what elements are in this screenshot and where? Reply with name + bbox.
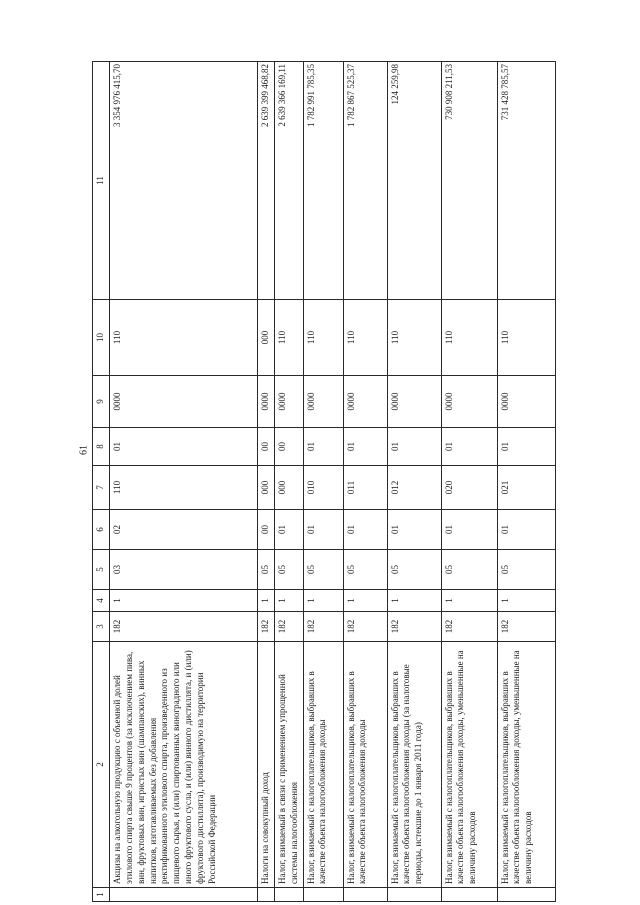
row-cell-3: 182 [257, 612, 274, 642]
row-cell-7: 012 [387, 466, 441, 510]
row-cell-7: 020 [441, 466, 497, 510]
row-cell-6: 01 [274, 510, 303, 550]
row-cell-6: 01 [343, 510, 387, 550]
row-index-cell [441, 888, 497, 902]
row-cell-10: 110 [109, 300, 257, 376]
row-cell-11: 2 639 399 468,82 [257, 62, 274, 300]
row-name-cell: Налог, взимаемый с налогоплательщиков, выбравших в качестве объекта налогообложения доходы, уменьшенные на величину расходов [497, 642, 555, 888]
row-cell-11: 730 908 211,53 [441, 62, 497, 300]
row-cell-4: 1 [109, 590, 257, 612]
row-cell-11: 3 354 976 415,70 [109, 62, 257, 300]
row-index-cell [274, 888, 303, 902]
row-cell-5: 05 [274, 550, 303, 590]
header-cell-2: 2 [93, 642, 110, 888]
row-cell-11: 1 782 991 785,35 [303, 62, 343, 300]
row-index-cell [303, 888, 343, 902]
row-cell-7: 000 [274, 466, 303, 510]
row-cell-8: 01 [387, 428, 441, 466]
row-cell-3: 182 [441, 612, 497, 642]
row-cell-5: 05 [343, 550, 387, 590]
row-name-cell: Налог, взимаемый с налогоплательщиков, выбравших в качестве объекта налогообложения доходы, уменьшенные на величину расходов [441, 642, 497, 888]
row-cell-3: 182 [343, 612, 387, 642]
header-cell-4: 4 [93, 590, 110, 612]
row-cell-7: 000 [257, 466, 274, 510]
row-cell-5: 05 [257, 550, 274, 590]
table-row [441, 62, 497, 902]
row-cell-9: 0000 [274, 376, 303, 428]
row-cell-3: 182 [497, 612, 555, 642]
row-cell-9: 0000 [109, 376, 257, 428]
table-body [93, 62, 556, 902]
row-cell-5: 05 [497, 550, 555, 590]
row-cell-11: 1 782 867 525,37 [343, 62, 387, 300]
row-cell-10: 000 [257, 300, 274, 376]
row-name-cell: Налоги на совокупный доход [257, 642, 274, 888]
row-cell-9: 0000 [303, 376, 343, 428]
header-cell-8: 8 [93, 428, 110, 466]
table-row [257, 62, 274, 902]
row-cell-6: 01 [441, 510, 497, 550]
row-cell-9: 0000 [497, 376, 555, 428]
row-cell-8: 00 [274, 428, 303, 466]
row-cell-10: 110 [343, 300, 387, 376]
row-cell-9: 0000 [343, 376, 387, 428]
row-cell-9: 0000 [387, 376, 441, 428]
header-cell-10: 10 [93, 300, 110, 376]
row-cell-7: 010 [303, 466, 343, 510]
row-name-cell: Налог, взимаемый с налогоплательщиков, выбравших в качестве объекта налогообложения доходы (за налоговые периоды, истекшие до 1 января 2011 года) [387, 642, 441, 888]
row-cell-6: 02 [109, 510, 257, 550]
row-cell-5: 05 [441, 550, 497, 590]
row-cell-3: 182 [109, 612, 257, 642]
table-row [497, 62, 555, 902]
row-cell-11: 2 639 366 169,11 [274, 62, 303, 300]
row-cell-6: 01 [387, 510, 441, 550]
row-cell-8: 01 [441, 428, 497, 466]
table-row [343, 62, 387, 902]
header-cell-7: 7 [93, 466, 110, 510]
row-cell-3: 182 [387, 612, 441, 642]
table-row [109, 62, 257, 902]
row-cell-7: 011 [343, 466, 387, 510]
row-name-cell: Акцизы на алкогольную продукцию с объемной долей этилового спирта свыше 9 процентов (за исключением пива, вин, фруктовых вин, игристых вин (шампанских), винных напитков, изготавливаемых без добавления ректификованного этилового спирта, произведенного из пищевого сырья, и (или) спиртованных виноградного или иного фруктового сусла, и (или) винного дистиллята, и (или) фруктового дистиллята), производимую на территории Российской Федерации [109, 642, 257, 888]
header-cell-1: 1 [93, 888, 110, 902]
header-cell-3: 3 [93, 612, 110, 642]
row-cell-4: 1 [497, 590, 555, 612]
table-row [387, 62, 441, 902]
row-cell-10: 110 [387, 300, 441, 376]
row-cell-11: 731 428 785,57 [497, 62, 555, 300]
row-cell-9: 0000 [441, 376, 497, 428]
row-cell-10: 110 [303, 300, 343, 376]
header-cell-6: 6 [93, 510, 110, 550]
row-cell-11: 124 259,98 [387, 62, 441, 300]
row-index-cell [109, 888, 257, 902]
row-name-cell: Налог, взимаемый в связи с применением упрощенной системы налогообложения [274, 642, 303, 888]
table-header-row [93, 62, 110, 902]
row-cell-6: 01 [303, 510, 343, 550]
row-cell-10: 110 [441, 300, 497, 376]
header-cell-9: 9 [93, 376, 110, 428]
row-cell-4: 1 [303, 590, 343, 612]
row-index-cell [497, 888, 555, 902]
header-cell-11: 11 [93, 62, 110, 300]
row-cell-10: 110 [274, 300, 303, 376]
row-cell-5: 05 [303, 550, 343, 590]
row-cell-9: 0000 [257, 376, 274, 428]
table-row [274, 62, 303, 902]
row-cell-4: 1 [387, 590, 441, 612]
row-index-cell [257, 888, 274, 902]
revenue-table [92, 61, 556, 902]
row-index-cell [343, 888, 387, 902]
row-cell-8: 00 [257, 428, 274, 466]
row-cell-3: 182 [274, 612, 303, 642]
row-cell-8: 01 [303, 428, 343, 466]
row-cell-4: 1 [441, 590, 497, 612]
row-index-cell [387, 888, 441, 902]
row-cell-6: 00 [257, 510, 274, 550]
row-cell-8: 01 [343, 428, 387, 466]
row-name-cell: Налог, взимаемый с налогоплательщиков, выбравших в качестве объекта налогообложения доходы [343, 642, 387, 888]
rotated-table-wrapper [92, 62, 552, 902]
row-cell-8: 01 [109, 428, 257, 466]
header-cell-5: 5 [93, 550, 110, 590]
row-cell-5: 03 [109, 550, 257, 590]
row-cell-3: 182 [303, 612, 343, 642]
row-cell-10: 110 [497, 300, 555, 376]
row-cell-4: 1 [257, 590, 274, 612]
row-cell-6: 01 [497, 510, 555, 550]
page-number: 61 [78, 445, 90, 455]
row-cell-4: 1 [343, 590, 387, 612]
row-cell-8: 01 [497, 428, 555, 466]
row-cell-4: 1 [274, 590, 303, 612]
table-row [303, 62, 343, 902]
row-cell-5: 05 [387, 550, 441, 590]
row-name-cell: Налог, взимаемый с налогоплательщиков, выбравших в качестве объекта налогообложения доходы [303, 642, 343, 888]
row-cell-7: 110 [109, 466, 257, 510]
row-cell-7: 021 [497, 466, 555, 510]
